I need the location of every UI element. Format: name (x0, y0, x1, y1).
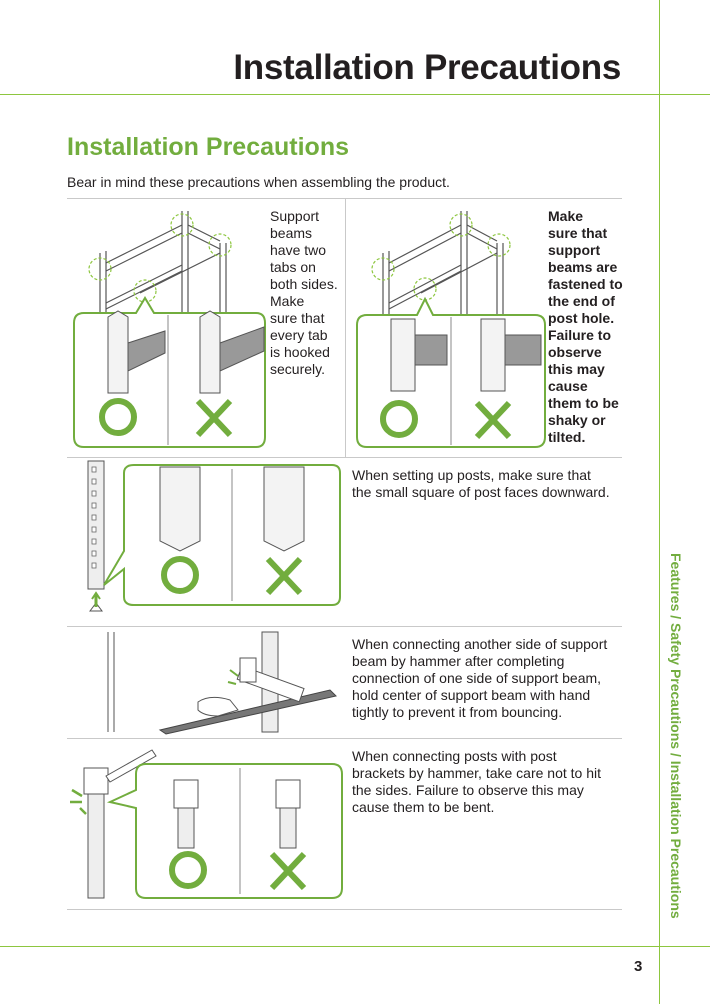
tabs-text: Support beams have two tabs on both sides. Make sure that every tab is hooked securely. (270, 208, 338, 377)
row-separator (67, 626, 622, 627)
page-number: 3 (634, 958, 643, 975)
right-margin-rule (659, 0, 660, 1004)
row-separator (67, 457, 622, 458)
page-header-title: Installation Precautions (233, 48, 621, 87)
row-separator (67, 738, 622, 739)
column-separator (345, 199, 346, 457)
illustration-hammer-beam (100, 630, 340, 734)
side-breadcrumb-text: Features / Safety Precautions / Installation Precautions (668, 553, 684, 919)
illustration-hammer-bracket (66, 742, 346, 902)
section-intro: Bear in mind these precautions when assembling the product. (67, 174, 450, 190)
illustration-beam-fastened (355, 203, 550, 451)
illustration-post-orientation (84, 461, 344, 621)
illustration-beam-tabs (70, 203, 270, 451)
header-rule (0, 94, 710, 95)
footer-rule (0, 946, 710, 947)
hammer-bracket-text: When connecting posts with post brackets by hammer, take care not to hit the sides. Failure to observe this may cause them to be bent. (352, 748, 602, 815)
row-separator (67, 909, 622, 910)
fastened-text: Make sure that support beams are fastened to the end of post hole. Failure to observe this may cause them to be shaky or tilted. (548, 208, 623, 445)
posts-text: When setting up posts, make sure that the small square of post faces downward. (352, 467, 610, 500)
hammer-beam-text: When connecting another side of support beam by hammer after completing connection of one side of support beam, hold center of support beam with hand tightly to prevent it from bouncing. (352, 636, 608, 720)
side-breadcrumb (664, 553, 686, 927)
section-title: Installation Precautions (67, 133, 350, 161)
